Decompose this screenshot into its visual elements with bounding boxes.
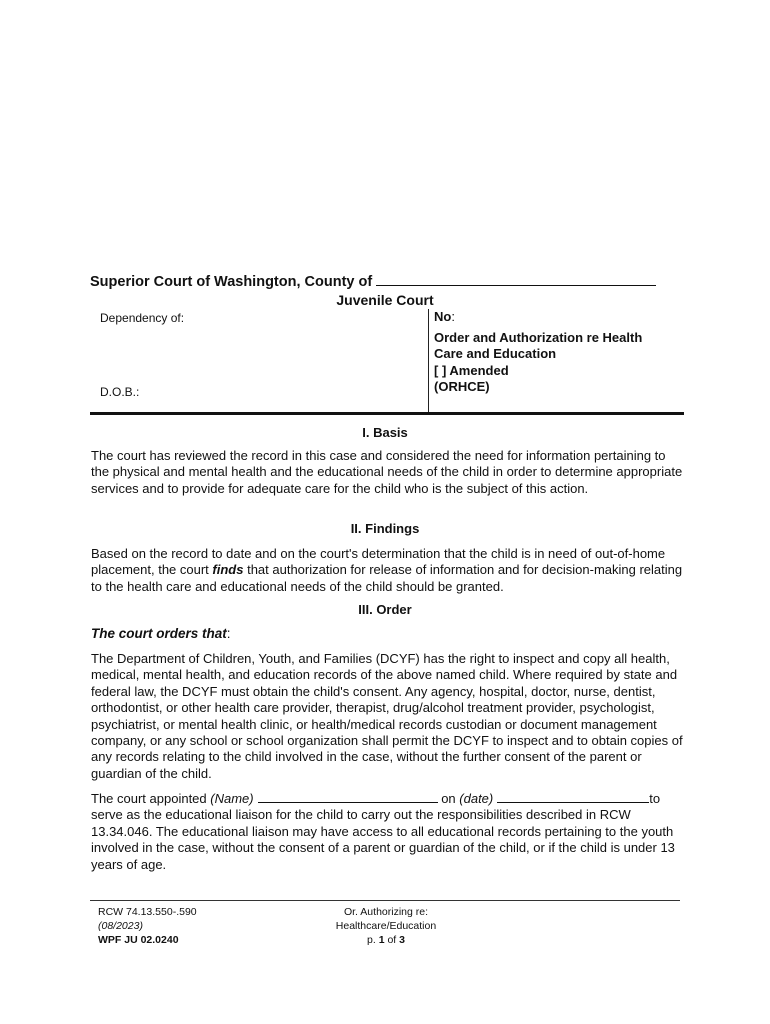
case-number-line bbox=[434, 309, 684, 326]
footer-date: (08/2023) bbox=[98, 920, 143, 932]
page-of: of bbox=[384, 934, 400, 946]
basis-heading: I. Basis bbox=[362, 425, 408, 440]
court-title: Superior Court of Washington, County of bbox=[90, 274, 373, 290]
page-total: 3 bbox=[399, 934, 405, 946]
caption-bottom-rule bbox=[90, 412, 684, 415]
findings-text-1: Based on the record to date and on the court's determination that the child is in need of out-of-home placement, the court bbox=[91, 546, 666, 578]
findings-paragraph bbox=[91, 546, 685, 595]
page-prefix: p. bbox=[367, 934, 379, 946]
county-blank[interactable] bbox=[376, 273, 656, 286]
case-number-colon: : bbox=[451, 309, 455, 324]
footer-rule bbox=[90, 900, 680, 901]
order-abbreviation: (ORHCE) bbox=[434, 379, 490, 394]
caption-case-info bbox=[434, 309, 684, 396]
findings-emphasis: finds bbox=[212, 562, 244, 578]
amended-checkbox-label[interactable]: [ ] Amended bbox=[434, 362, 509, 378]
order-title-line2: Care and Education bbox=[434, 346, 557, 361]
footer-title-line1: Or. Authorizing re: bbox=[343, 906, 429, 918]
footer-left bbox=[98, 905, 197, 947]
orders-intro-text: The court orders that bbox=[91, 626, 227, 641]
footer-center bbox=[310, 905, 462, 947]
page-current: 1 bbox=[378, 934, 385, 946]
court-title-line bbox=[90, 273, 690, 290]
court-subtitle: Juvenile Court bbox=[336, 292, 434, 308]
findings-text-2: that authorization for release of information and for decision-making relating to the health care and educational needs of the child should be granted. bbox=[91, 562, 683, 594]
order-paragraph-1: The Department of Children, Youth, and Families (DCYF) has the right to inspect and copy all health, medical, mental health, and education records of the above named child. Where required by state and federal law, the DCYF must obtain the child's consent. Any agency, hospital, doctor, nurse, dentist, orthodontist, or other health care provider, therapist, drug/alcohol treatment provider, psychologist, psychiatrist, or mental health clinic, or health/medical records custodian or document management company, or any school or school organization shall permit the DCYF to inspect and to obtain copies of any records relating to the child involved in the case, without the further consent of the parent or guardian of the child. bbox=[91, 651, 683, 781]
findings-heading: II. Findings bbox=[350, 521, 420, 536]
liaison-name-blank[interactable] bbox=[258, 790, 438, 803]
liaison-date-blank[interactable] bbox=[497, 790, 649, 803]
liaison-paragraph bbox=[91, 790, 685, 873]
footer-page-number bbox=[310, 933, 462, 947]
dob-label: D.O.B.: bbox=[100, 385, 140, 399]
appoint-text-3: to serve as the educational liaison for the child to carry out the responsibilities described in RCW 13.34.046. The educational liaison may have access to all educational records pertaining to the youth involved in the case, without the consent of a parent or guardian of the child, or if the child is under 13 years of age. bbox=[91, 791, 675, 872]
appoint-name-label: (Name) bbox=[210, 791, 254, 806]
appoint-text-2: on bbox=[437, 791, 460, 806]
order-title-line1: Order and Authorization re Health bbox=[434, 329, 643, 345]
caption-divider bbox=[428, 309, 429, 412]
appoint-text-1: The court appointed bbox=[91, 791, 211, 806]
footer-rcw: RCW 74.13.550-.590 bbox=[98, 906, 197, 918]
orders-intro-colon: : bbox=[226, 626, 231, 641]
order-heading: III. Order bbox=[358, 602, 412, 617]
dependency-label: Dependency of: bbox=[100, 311, 185, 325]
case-number-label: No bbox=[434, 309, 452, 324]
basis-paragraph: The court has reviewed the record in this case and considered the need for information pertaining to the physical and mental health and the educational needs of the child in order to determine appropriate services and to provide for adequate care for the child who is the subject of this action. bbox=[91, 448, 683, 496]
appoint-date-label: (date) bbox=[459, 791, 494, 806]
footer-form-number: WPF JU 02.0240 bbox=[98, 934, 179, 946]
orders-intro bbox=[91, 626, 685, 642]
footer-title-line2: Healthcare/Education bbox=[335, 920, 437, 932]
